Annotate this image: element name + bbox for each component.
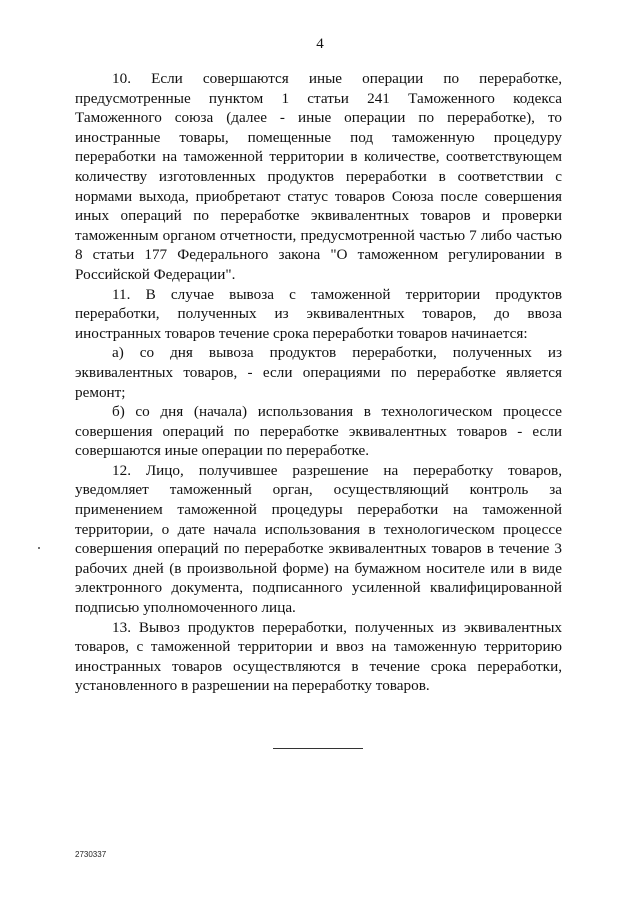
end-separator-line xyxy=(273,748,363,749)
margin-mark xyxy=(38,547,40,549)
page-number: 4 xyxy=(316,36,324,52)
paragraph-10: 10. Если совершаются иные операции по переработке, предусмотренные пунктом 1 статьи 241 Таможенного кодекса Таможенного союза (далее - иные операции по переработке), то иностранные товары, помещенные под таможенную процедуру переработки на таможенной территории в количестве, соответствующем количеству изготовленных продуктов переработки в соответствии с нормами выхода, приобретают статус товаров Союза после совершения иных операций по переработке эквивалентных товаров и проверки таможенным органом отчетности, предусмотренной частью 7 либо частью 8 статьи 177 Федерального закона "О таможенном регулировании в Российской Федерации". xyxy=(75,70,562,283)
document-id: 2730337 xyxy=(75,850,107,859)
paragraph-13: 13. Вывоз продуктов переработки, полученных из эквивалентных товаров, с таможенной территории и ввоз на таможенную территорию иностранных товаров осуществляются в течение срока переработки, установленного в разрешении на переработку товаров. xyxy=(75,618,562,695)
paragraph-12: 12. Лицо, получившее разрешение на переработку товаров, уведомляет таможенный орган, осуществляющий контроль за применением таможенной процедуры переработки на таможенной территории, о дате начала использования в технологическом процессе совершения операций по переработке эквивалентных товаров в течение 3 рабочих дней (в произвольной форме) на бумажном носителе или в виде электронного документа, подписанного усиленной квалифицированной подписью уполномоченного лица. xyxy=(75,461,562,617)
paragraph-11: 11. В случае вывоза с таможенной территории продуктов переработки, полученных из эквивалентных товаров, до ввоза иностранных товаров течение срока переработки товаров начинается: xyxy=(75,285,562,342)
paragraph-11-a: а) со дня вывоза продуктов переработки, полученных из эквивалентных товаров, - если операциями по переработке является ремонт; xyxy=(75,344,562,401)
paragraph-11-b: б) со дня (начала) использования в технологическом процессе совершения операций по переработке эквивалентных товаров - если совершаются иные операции по переработке. xyxy=(75,403,562,460)
document-body xyxy=(75,69,562,696)
